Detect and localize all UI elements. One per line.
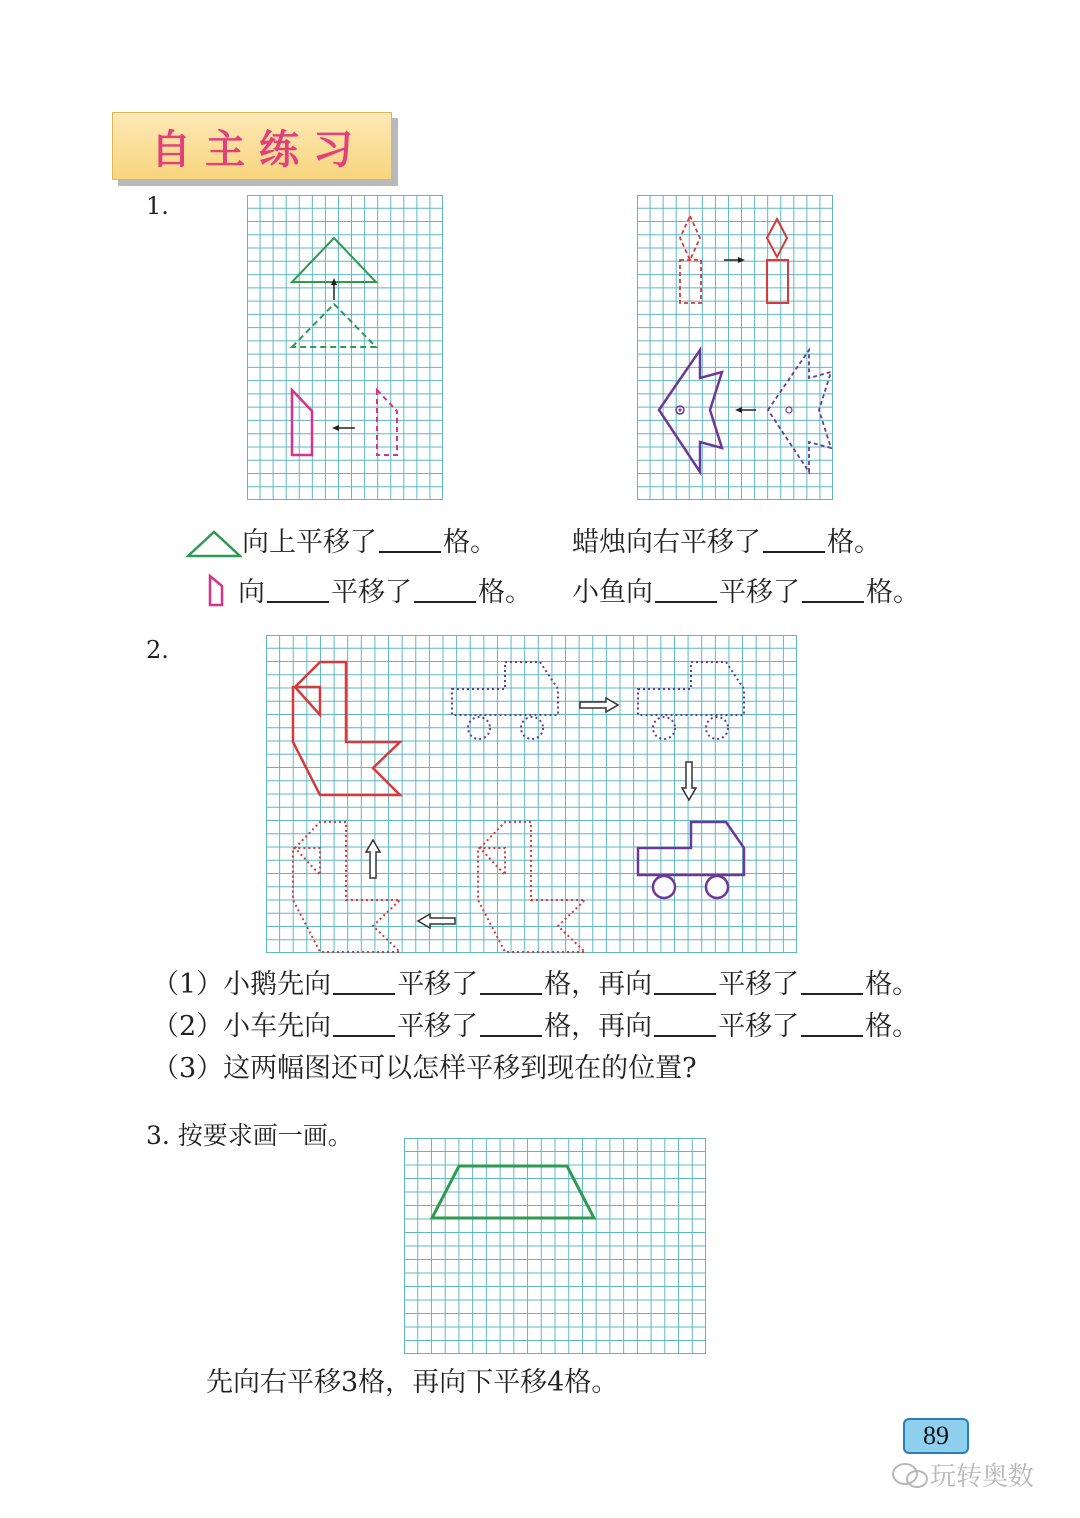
answer-blank[interactable] <box>801 993 863 995</box>
trapezoid-dashed-shape <box>377 390 397 455</box>
answer-blank[interactable] <box>802 601 864 603</box>
q1-line-triangle: 向上平移了 格。 <box>186 520 497 559</box>
truck-wheel <box>653 876 675 898</box>
answer-blank[interactable] <box>414 601 476 603</box>
grid-q1-right <box>637 195 833 500</box>
question-1-number: 1. <box>146 192 169 220</box>
page-number: 89 <box>923 1421 949 1450</box>
left-hollow-arrow <box>418 914 455 928</box>
answer-blank[interactable] <box>480 1035 542 1037</box>
q1-line-candle: 蜡烛向右平移了 格。 <box>572 527 881 558</box>
left-arrow-head <box>332 425 339 431</box>
answer-blank[interactable] <box>654 993 716 995</box>
triangle-shape <box>292 238 376 282</box>
q1-line-fish: 小鱼向 平移了 格。 <box>572 577 920 608</box>
section-title: 自主练习 <box>151 126 367 173</box>
grid-q3 <box>404 1138 706 1354</box>
question-3-instruction: 先向右平移3格，再向下平移4格。 <box>206 1367 619 1398</box>
fish-shape <box>659 350 722 472</box>
truck-wheel <box>706 876 728 898</box>
goose-shape <box>293 662 400 795</box>
answer-blank[interactable] <box>480 993 542 995</box>
page-number-badge <box>903 1418 969 1454</box>
answer-blank[interactable] <box>655 601 717 603</box>
answer-blank[interactable] <box>801 1035 863 1037</box>
wechat-icon <box>890 1460 930 1490</box>
watermark-text: 玩转奥数 <box>930 1462 1035 1492</box>
up-hollow-arrow <box>366 840 380 878</box>
fish-dashed-shape <box>768 350 831 472</box>
trapezoid-shape <box>292 390 312 455</box>
candle-body-dashed <box>680 260 701 303</box>
trapezoid-icon <box>206 573 238 609</box>
right-hollow-arrow <box>580 698 618 712</box>
answer-blank[interactable] <box>267 601 329 603</box>
q2-sub2: （2）小车先向 平移了 格，再向 平移了 格。 <box>152 1011 920 1042</box>
watermark <box>890 1456 1034 1493</box>
q1-line-trapezoid: 向 平移了 格。 <box>206 570 532 609</box>
q2-sub1: （1）小鹅先向 平移了 格，再向 平移了 格。 <box>152 969 920 1000</box>
question-3-heading: 3. 按要求画一画。 <box>146 1121 353 1150</box>
answer-blank[interactable] <box>654 1035 716 1037</box>
grid-q1-left <box>247 195 443 500</box>
candle-flame <box>767 219 787 257</box>
triangle-icon <box>186 527 242 559</box>
section-title-badge <box>112 112 392 180</box>
answer-blank[interactable] <box>763 551 825 553</box>
q2-sub3: （3）这两幅图还可以怎样平移到现在的位置? <box>152 1053 697 1084</box>
answer-blank[interactable] <box>333 1035 395 1037</box>
candle-body <box>767 260 788 303</box>
answer-blank[interactable] <box>333 993 395 995</box>
question-2-number: 2. <box>146 636 169 664</box>
truck-shape <box>638 822 744 875</box>
candle-flame-dashed <box>680 216 700 260</box>
answer-blank[interactable] <box>379 551 441 553</box>
grid-q2 <box>266 635 797 953</box>
